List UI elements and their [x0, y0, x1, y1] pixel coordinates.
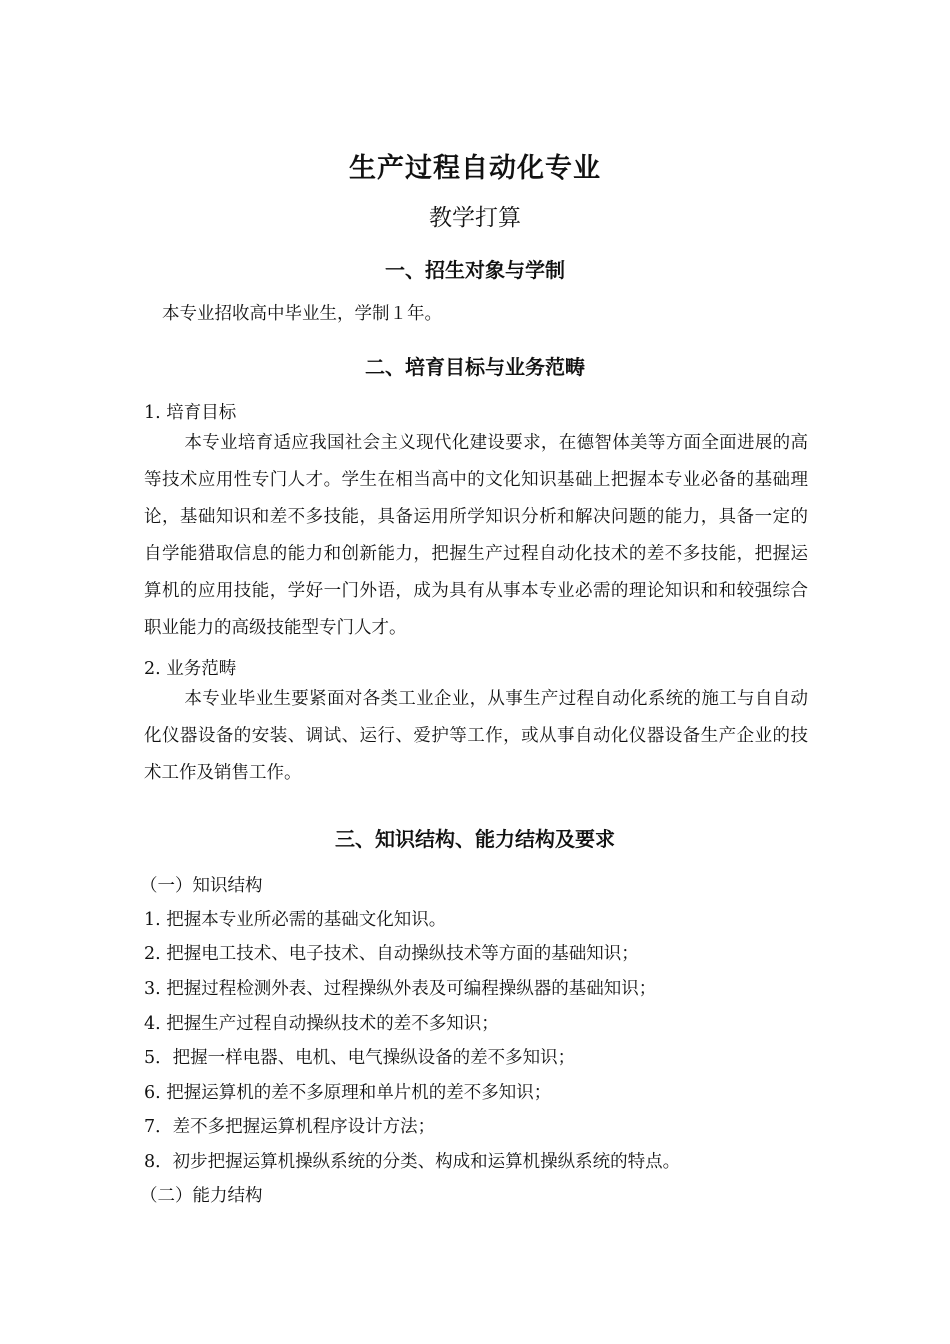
list-item: 1. 把握本专业所必需的基础文化知识。: [144, 910, 447, 930]
subheading-knowledge-structure: （一）知识结构: [140, 876, 263, 896]
paragraph-training-goal-text: 本专业培育适应我国社会主义现代化建设要求，在德智体美等方面全面进展的高等技术应用性专门人才。学生在相当高中的文化知识基础上把握本专业必备的基础理论，基础知识和差不多技能，具备运用所学知识分析和解决问题的能力，具备一定的自学能猎取信息的能力和创新能力，把握生产过程自动化技术的差不多技能，把握运算机的应用技能，学好一门外语，成为具有从事本专业必需的理论知识和和较强综合职业能力的高级技能型专门人才。: [144, 433, 808, 638]
paragraph-business-scope: [144, 681, 808, 792]
paragraph-training-goal: [144, 425, 808, 647]
list-item: 5．把握一样电器、电机、电气操纵设备的差不多知识；: [144, 1048, 576, 1068]
item-label-training-goal: 1. 培育目标: [144, 403, 237, 423]
subheading-ability-structure: （二）能力结构: [140, 1186, 263, 1206]
section-heading-3: 三、知识结构、能力结构及要求: [335, 827, 615, 851]
section-heading-2: 二、培育目标与业务范畴: [365, 355, 585, 379]
list-item: 2. 把握电工技术、电子技术、自动操纵技术等方面的基础知识；: [144, 944, 639, 964]
list-item: 7．差不多把握运算机程序设计方法；: [144, 1117, 436, 1137]
list-item: 6. 把握运算机的差不多原理和单片机的差不多知识；: [144, 1083, 552, 1103]
section-heading-1: 一、招生对象与学制: [385, 258, 565, 282]
list-item: 8．初步把握运算机操纵系统的分类、构成和运算机操纵系统的特点。: [144, 1152, 681, 1172]
list-item: 3. 把握过程检测外表、过程操纵外表及可编程操纵器的基础知识；: [144, 979, 657, 999]
paragraph-business-scope-text: 本专业毕业生要紧面对各类工业企业，从事生产过程自动化系统的施工与自自动化仪器设备的安装、调试、运行、爱护等工作，或从事自动化仪器设备生产企业的技术工作及销售工作。: [144, 689, 808, 783]
item-label-business-scope: 2. 业务范畴: [144, 659, 237, 679]
section-1-text: 本专业招收高中毕业生，学制１年。: [162, 304, 442, 324]
list-item: 4. 把握生产过程自动操纵技术的差不多知识；: [144, 1014, 499, 1034]
document-title: 生产过程自动化专业: [349, 153, 601, 184]
document-subtitle: 教学打算: [429, 205, 521, 231]
